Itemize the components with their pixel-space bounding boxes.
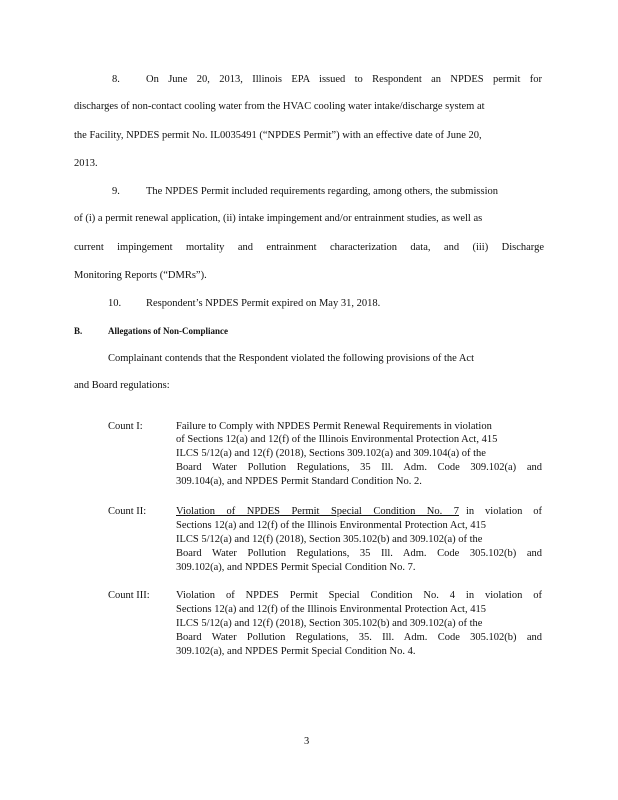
count-line: 309.102(a), and NPDES Permit Special Condition No. 7.: [176, 562, 416, 573]
paragraph-line: discharges of non-contact cooling water from the HVAC cooling water intake/discharge system at: [74, 101, 485, 112]
page-number: 3: [304, 736, 310, 747]
count-line-underlined: Violation of NPDES Permit Special Condition No. 7: [176, 506, 459, 517]
paragraph-line: of (i) a permit renewal application, (ii) intake impingement and/or entrainment studies, as well as: [74, 213, 483, 224]
paragraph-line: and Board regulations:: [74, 380, 170, 391]
paragraph-line: On June 20, 2013, Illinois EPA issued to Respondent an NPDES permit for: [146, 74, 542, 85]
paragraph-line: current impingement mortality and entrainment characterization data, and (iii) Discharge: [74, 242, 544, 253]
paragraph-line: The NPDES Permit included requirements regarding, among others, the submission: [146, 186, 498, 197]
count-label: Count I:: [108, 421, 143, 432]
count-label: Count III:: [108, 590, 150, 601]
paragraph-number: 10.: [108, 298, 122, 309]
paragraph-line: the Facility, NPDES permit No. IL0035491 (“NPDES Permit”) with an effective date of June 20,: [74, 130, 482, 141]
count-line: Board Water Pollution Regulations, 35 Ill. Adm. Code 309.102(a) and: [176, 462, 542, 473]
count-line: Board Water Pollution Regulations, 35 Ill. Adm. Code 305.102(b) and: [176, 548, 542, 559]
count-line: Failure to Comply with NPDES Permit Renewal Requirements in violation: [176, 421, 492, 432]
count-line: Sections 12(a) and 12(f) of the Illinois Environmental Protection Act, 415: [176, 604, 486, 615]
section-letter: B.: [74, 326, 83, 336]
count-line: ILCS 5/12(a) and 12(f) (2018), Section 305.102(b) and 309.102(a) of the: [176, 618, 483, 629]
paragraph-number: 9.: [112, 186, 120, 197]
count-line: of Sections 12(a) and 12(f) of the Illinois Environmental Protection Act, 415: [176, 434, 498, 445]
count-line: in violation of: [466, 506, 542, 517]
count-line: ILCS 5/12(a) and 12(f) (2018), Sections 309.102(a) and 309.104(a) of the: [176, 448, 486, 459]
count-line: Board Water Pollution Regulations, 35. Ill. Adm. Code 305.102(b) and: [176, 632, 542, 643]
paragraph-number: 8.: [112, 74, 120, 85]
count-line: 309.104(a), and NPDES Permit Standard Condition No. 2.: [176, 476, 422, 487]
paragraph-line: Respondent’s NPDES Permit expired on May 31, 2018.: [146, 298, 381, 309]
section-title: Allegations of Non-Compliance: [108, 326, 228, 336]
count-line: ILCS 5/12(a) and 12(f) (2018), Section 305.102(b) and 309.102(a) of the: [176, 534, 483, 545]
paragraph-line: 2013.: [74, 158, 98, 169]
paragraph-line: Monitoring Reports (“DMRs”).: [74, 270, 207, 281]
count-label: Count II:: [108, 506, 147, 517]
count-line: Sections 12(a) and 12(f) of the Illinois Environmental Protection Act, 415: [176, 520, 486, 531]
count-line: Violation of NPDES Permit Special Condition No. 4 in violation of: [176, 590, 542, 601]
count-line: 309.102(a), and NPDES Permit Special Condition No. 4.: [176, 646, 416, 657]
paragraph-line: Complainant contends that the Respondent violated the following provisions of the Act: [108, 353, 474, 364]
